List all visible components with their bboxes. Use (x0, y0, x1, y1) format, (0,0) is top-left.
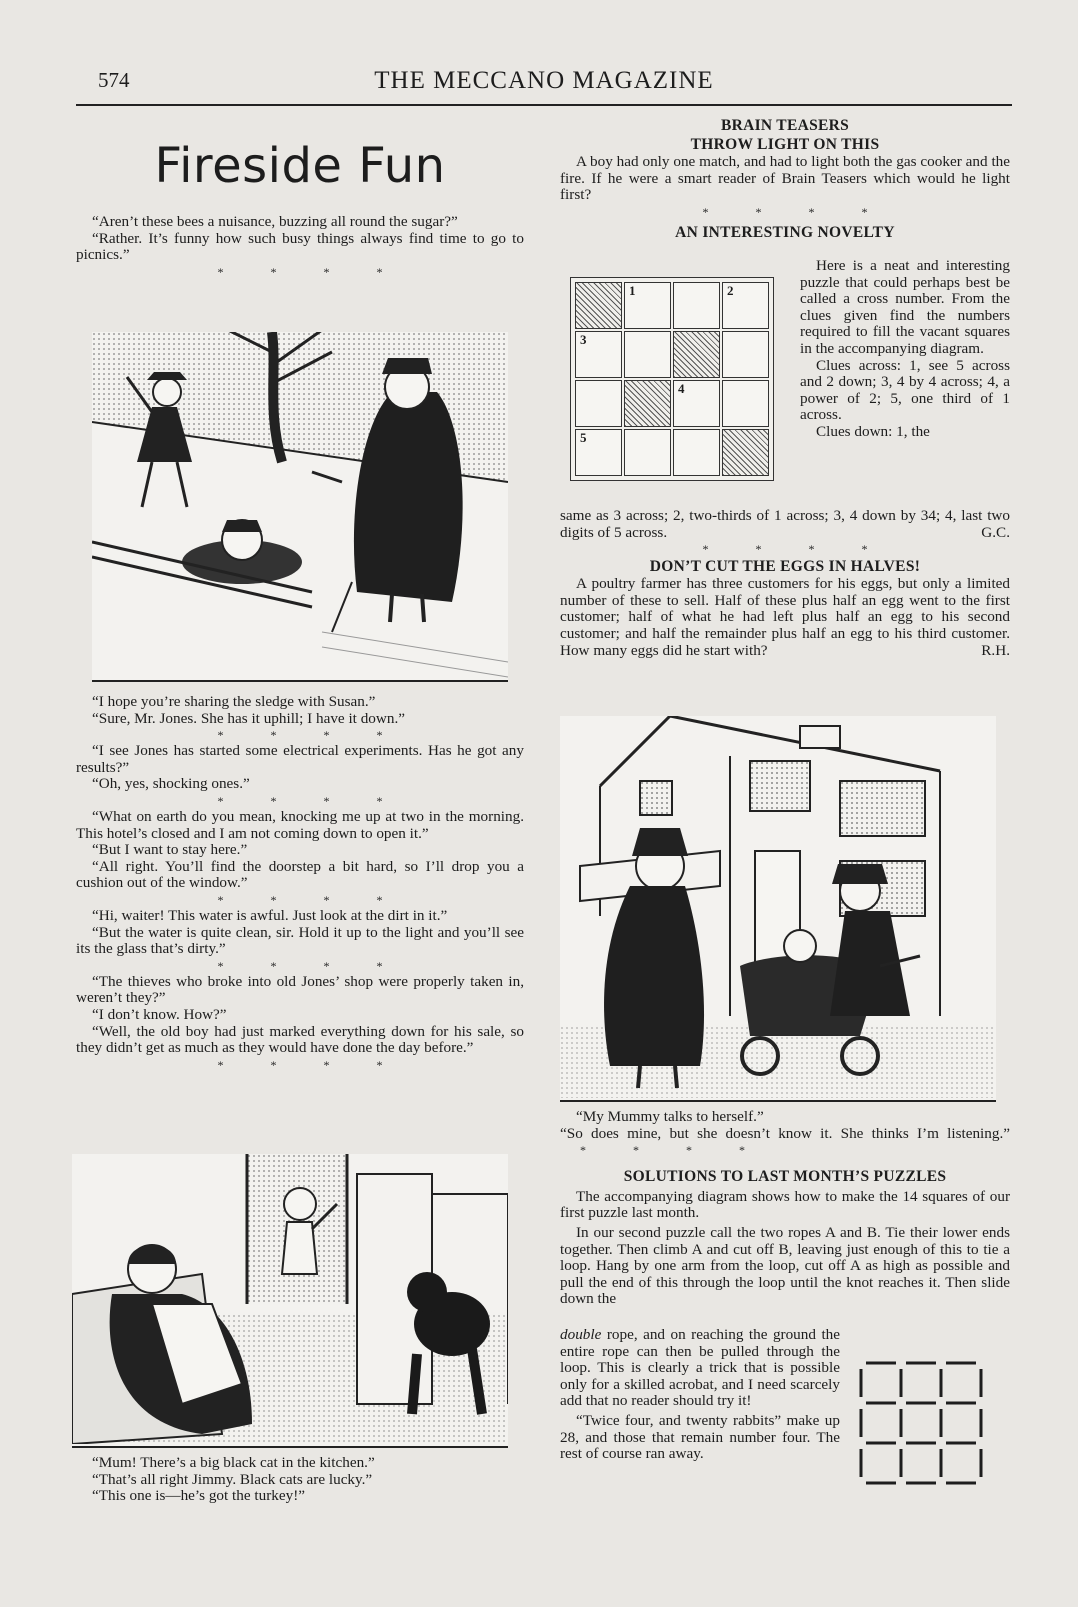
grid-cell (722, 331, 769, 378)
clues-down-start: Clues down: 1, the (816, 422, 930, 440)
caption-line: “That’s all right Jimmy. Black cats are lucky.” (92, 1470, 373, 1488)
joke-line: “The thieves who broke into old Jones’ shop were properly taken in, weren’t they?” (76, 972, 524, 1007)
grid-cell (624, 429, 671, 476)
right-column-top (560, 116, 1010, 242)
joke-line: “Hi, waiter! This water is awful. Just look at the dirt in it.” (92, 906, 448, 924)
solution-one: The accompanying diagram shows how to make the 14 squares of our first puzzle last month. (560, 1187, 1010, 1222)
separator-stars: * * * * (217, 892, 405, 907)
solutions-heading: SOLUTIONS TO LAST MONTH’S PUZZLES (623, 1167, 947, 1185)
throw-light-text: A boy had only one match, and had to light both the gas cooker and the fire. If he were a smart reader of Brain Teasers which would he light first? (560, 153, 1010, 204)
clues-across: Clues across: 1, see 5 across and 2 down; 3, 4 by 4 across; 4, a power of 2; 5, one third of 1 across. (800, 356, 1010, 424)
grid-cell (673, 429, 720, 476)
grid-cell: 5 (575, 429, 622, 476)
cat-caption (76, 1455, 524, 1505)
novelty-heading: AN INTERESTING NOVELTY (675, 223, 895, 241)
separator-stars: * * * * (217, 264, 405, 279)
caption-line: “I hope you’re sharing the sledge with Susan.” (92, 693, 376, 710)
grid-cell: 2 (722, 282, 769, 329)
joke-line: “Oh, yes, shocking ones.” (92, 775, 250, 793)
page-number: 574 (98, 68, 130, 92)
joke-line: “Well, the old boy had just marked everything down for his sale, so they didn’t get as much as they would have done the day before.” (76, 1022, 524, 1057)
joke-line: “But I want to stay here.” (92, 841, 248, 859)
eggs-text: A poultry farmer has three customers for his eggs, but only a limited number of these to sell. Half of these plus half an egg went to the first customer; half of what he had left plus half an egg to his second customer; and half the remainder plus half an egg to his third customer. How many eggs did he start with? (560, 575, 1010, 659)
separator-stars: * * * * (702, 542, 890, 557)
eggs-heading: DON’T CUT THE EGGS IN HALVES! (649, 558, 921, 576)
caption-line: “Sure, Mr. Jones. She has it uphill; I have it down.” (92, 709, 405, 727)
page-header (76, 68, 1012, 106)
novelty-text: Here is a neat and interesting puzzle that could perhaps best be called a cross number. From the clues given find the numbers required to fill the vacant squares in the accompanying diagram. (800, 257, 1010, 357)
separator-stars: * * * * (217, 958, 405, 973)
left-column-middle (76, 694, 524, 1073)
grid-cell-shaded (575, 282, 622, 329)
grid-cell-shaded (722, 429, 769, 476)
cross-number-grid (570, 277, 774, 481)
separator-stars: * * * * (702, 204, 890, 219)
separator-stars: * * * * (217, 728, 405, 743)
separator-stars: * * * * (217, 1057, 405, 1072)
grid-cell-shaded (673, 331, 720, 378)
joke-line: “Rather. It’s funny how such busy things always find time to go to picnics.” (76, 229, 524, 264)
throw-light-heading: THROW LIGHT ON THIS (690, 136, 880, 153)
caption-line: “Mum! There’s a big black cat in the kitchen.” (92, 1454, 375, 1471)
right-column-bottom (560, 1109, 1010, 1308)
sledge-cartoon (92, 332, 508, 682)
grid-cell: 4 (673, 380, 720, 427)
right-column-middle (560, 508, 1010, 660)
joke-line: “Aren’t these bees a nuisance, buzzing all round the sugar?” (92, 213, 458, 230)
caption-line: “This one is—he’s got the turkey!” (92, 1487, 305, 1505)
joke-line: “All right. You’ll find the doorstep a bit hard, so I’ll drop you a cushion out of the window.” (76, 857, 524, 892)
magazine-title: THE MECCANO MAGAZINE (374, 67, 714, 94)
grid-cell (722, 380, 769, 427)
solution-two-a: In our second puzzle call the two ropes A and B. Tie their lower ends together. Then climb A and cut off B, leaving just enough of this to tie a loop. Hang by one arm from the loop, cut off A as high as possible and pull the end of this through the loop until the knot reaches it. Then slide down the (560, 1223, 1010, 1308)
joke-line: “I don’t know. How?” (92, 1005, 227, 1023)
squares-diagram (858, 1355, 988, 1500)
article-title: Fireside Fun (154, 138, 446, 194)
solution-two-b-block (560, 1327, 840, 1463)
joke-line: “I see Jones has started some electrical experiments. Has he got any results?” (76, 742, 524, 776)
left-column-top (76, 214, 524, 280)
brain-teasers-heading: BRAIN TEASERS (720, 117, 850, 134)
joke-line: “What on earth do you mean, knocking me up at two in the morning. This hotel’s closed and I am not coming down to open it.” (76, 807, 524, 842)
grid-cell (575, 380, 622, 427)
grid-cell-shaded (624, 380, 671, 427)
joke-line: “But the water is quite clean, sir. Hold it up to the light and you’ll see its the glass that’s dirty.” (76, 923, 524, 958)
grid-cell (673, 282, 720, 329)
pram-cartoon (560, 716, 996, 1102)
novelty-text-block (800, 258, 1010, 441)
caption-line: “My Mummy talks to herself.” (576, 1108, 764, 1125)
solution-two-b: double rope, and on reaching the ground the entire rope can then be pulled through the loop. This is clearly a trick that is possible only for a skilled acrobat, and I need scarcely add that no reader should try it! (560, 1326, 840, 1410)
separator-stars: * * * * (217, 793, 405, 808)
solution-three: “Twice four, and twenty rabbits” make up 28, and those that remain number four. The rest of course ran away. (560, 1411, 840, 1463)
eggs-signature: R.H. (981, 642, 1010, 660)
grid-cell: 1 (624, 282, 671, 329)
grid-cell (624, 331, 671, 378)
black-cat-cartoon (72, 1154, 508, 1448)
clues-down-rest: same as 3 across; 2, two-thirds of 1 across; 3, 4 down by 34; 4, last two digits of 5 across. G.C. (560, 507, 1010, 541)
grid-cell: 3 (575, 331, 622, 378)
caption-line: “So does mine, but she doesn’t know it. She thinks I’m listening.” * * * * (560, 1124, 1010, 1158)
